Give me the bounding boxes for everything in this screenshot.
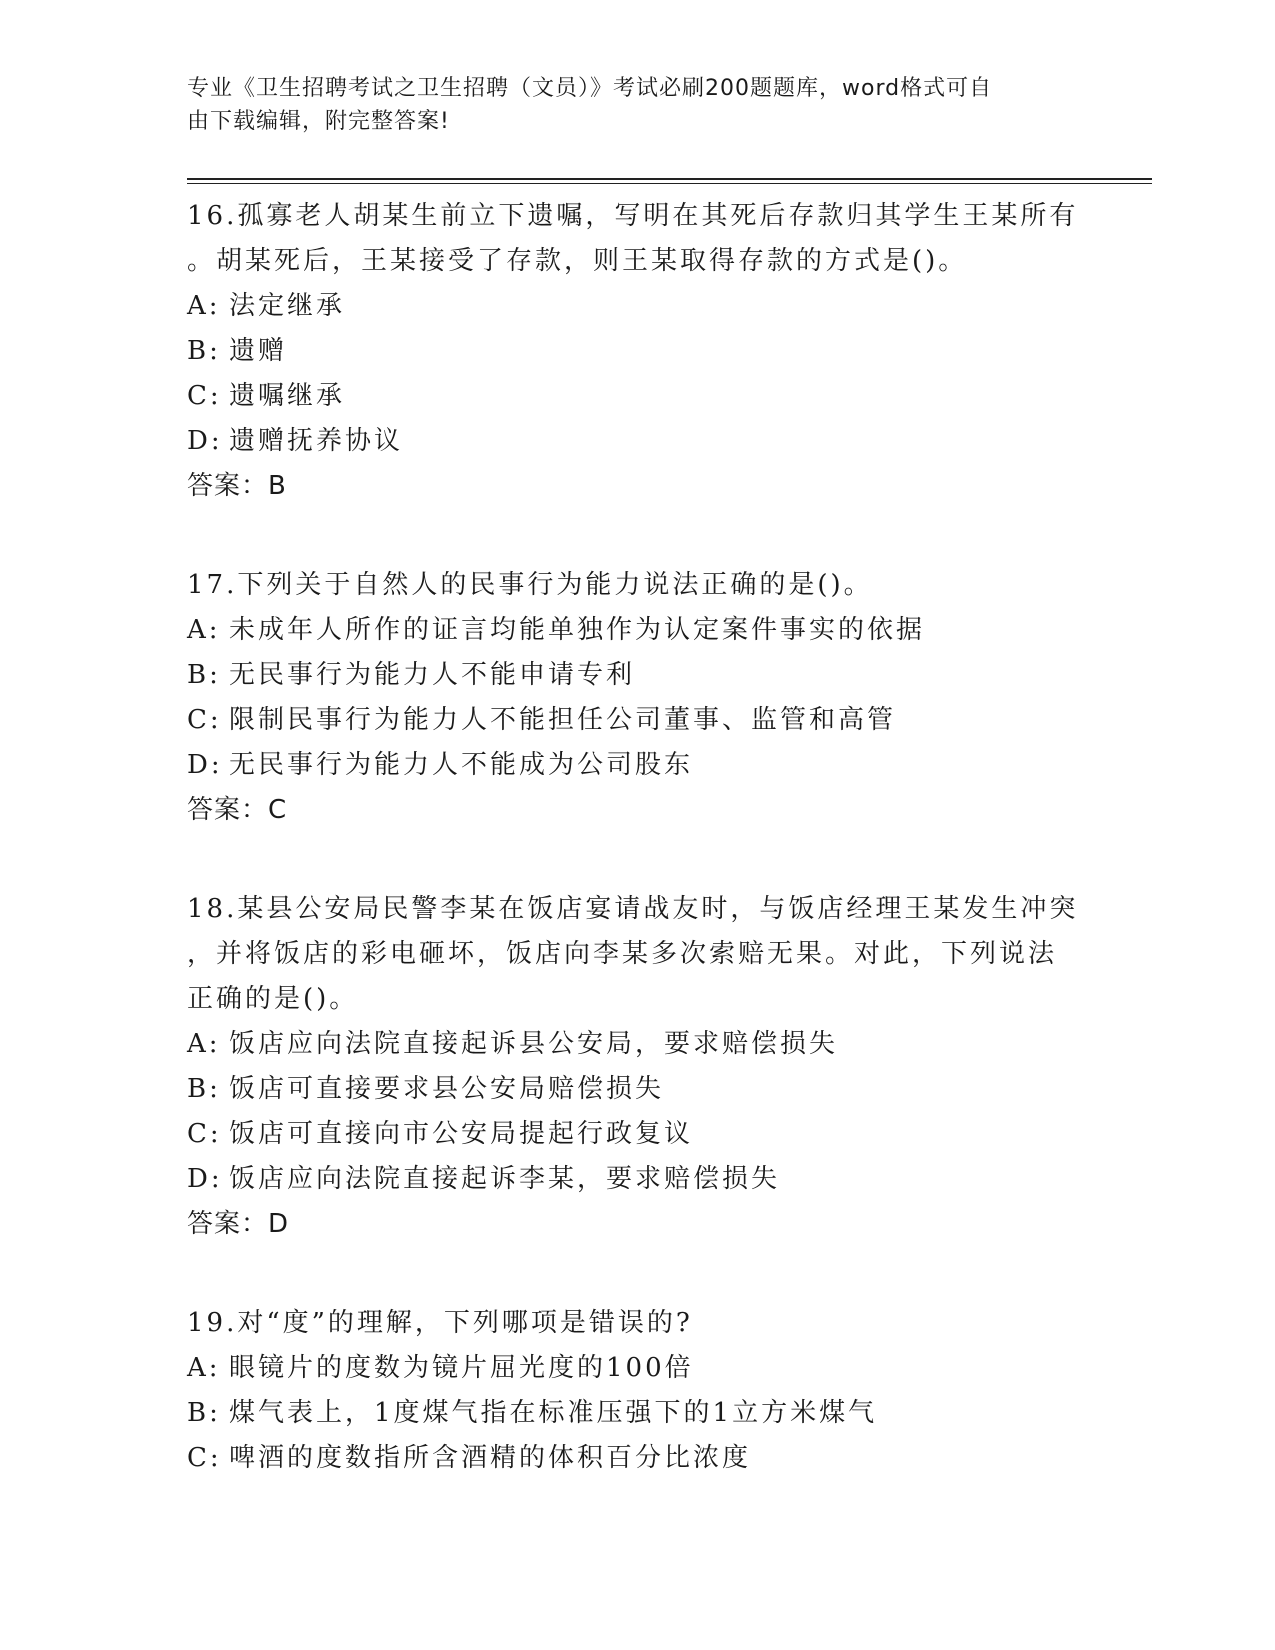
question-text-line: 19.对“度”的理解，下列哪项是错误的? <box>187 1308 693 1338</box>
option-d <box>187 743 1087 788</box>
option-text: 饭店应向法院直接起诉李某，要求赔偿损失 <box>229 1164 781 1194</box>
option-text: 饭店可直接向市公安局提起行政复议 <box>229 1119 694 1149</box>
question-18 <box>187 887 1087 1247</box>
option-key: B: <box>187 1398 221 1428</box>
option-a <box>187 284 1087 329</box>
option-text: 未成年人所作的证言均能单独作为认定案件事实的依据 <box>229 615 926 645</box>
question-text <box>187 1301 1087 1346</box>
option-key: C: <box>187 381 222 411</box>
option-key: B: <box>187 336 221 366</box>
option-key: C: <box>187 1443 222 1473</box>
option-key: C: <box>187 1119 222 1149</box>
question-text-line: 17.下列关于自然人的民事行为能力说法正确的是()。 <box>187 570 873 600</box>
option-key: D: <box>187 1164 223 1194</box>
header-divider-thin <box>187 183 1152 184</box>
option-key: A: <box>187 291 221 321</box>
option-b <box>187 1067 1087 1112</box>
option-text: 无民事行为能力人不能申请专利 <box>229 660 636 690</box>
question-16 <box>187 194 1087 509</box>
answer-line: 答案：C <box>187 795 288 825</box>
question-text <box>187 887 1087 1022</box>
question-19 <box>187 1301 1087 1481</box>
question-text-line: 16.孤寡老人胡某生前立下遗嘱，写明在其死后存款归其学生王某所有 <box>187 201 1079 231</box>
option-key: B: <box>187 660 221 690</box>
option-text: 眼镜片的度数为镜片屈光度的100倍 <box>229 1353 694 1383</box>
option-c <box>187 698 1087 743</box>
option-text: 煤气表上，1度煤气指在标准压强下的1立方米煤气 <box>229 1398 878 1428</box>
option-b <box>187 329 1087 374</box>
header-line-2: 由下载编辑，附完整答案! <box>187 109 450 134</box>
answer-line: 答案：D <box>187 1209 290 1239</box>
option-key: A: <box>187 1029 221 1059</box>
option-b <box>187 653 1087 698</box>
option-b <box>187 1391 1087 1436</box>
header-divider-thick <box>187 178 1152 180</box>
option-text: 饭店可直接要求县公安局赔偿损失 <box>229 1074 665 1104</box>
option-key: A: <box>187 615 221 645</box>
option-c <box>187 374 1087 419</box>
option-key: B: <box>187 1074 221 1104</box>
option-a <box>187 1022 1087 1067</box>
option-text: 啤酒的度数指所含酒精的体积百分比浓度 <box>229 1443 752 1473</box>
question-text <box>187 194 1087 284</box>
option-text: 遗赠抚养协议 <box>229 426 404 456</box>
option-a <box>187 1346 1087 1391</box>
option-key: C: <box>187 705 222 735</box>
option-a <box>187 608 1087 653</box>
option-text: 法定继承 <box>229 291 346 321</box>
question-text-line: ，并将饭店的彩电砸坏，饭店向李某多次索赔无果。对此，下列说法 <box>187 939 1058 969</box>
option-key: D: <box>187 426 223 456</box>
option-c <box>187 1112 1087 1157</box>
option-text: 饭店应向法院直接起诉县公安局，要求赔偿损失 <box>229 1029 839 1059</box>
option-c <box>187 1436 1087 1481</box>
question-17 <box>187 563 1087 833</box>
question-text <box>187 563 1087 608</box>
option-text: 无民事行为能力人不能成为公司股东 <box>229 750 694 780</box>
option-key: D: <box>187 750 223 780</box>
option-d <box>187 1157 1087 1202</box>
option-text: 遗赠 <box>229 336 288 366</box>
option-text: 遗嘱继承 <box>229 381 346 411</box>
question-list <box>187 186 1087 1481</box>
option-d <box>187 419 1087 464</box>
option-key: A: <box>187 1353 221 1383</box>
question-text-line: 18.某县公安局民警李某在饭店宴请战友时，与饭店经理王某发生冲突 <box>187 894 1079 924</box>
header-line-1: 专业《卫生招聘考试之卫生招聘（文员）》考试必刷200题题库，word格式可自 <box>187 76 993 101</box>
answer-line: 答案：B <box>187 471 287 501</box>
option-text: 限制民事行为能力人不能担任公司董事、监管和高管 <box>229 705 897 735</box>
question-text-line: 。胡某死后，王某接受了存款，则王某取得存款的方式是()。 <box>187 246 968 276</box>
question-text-line: 正确的是()。 <box>187 984 359 1014</box>
document-header <box>187 72 1087 138</box>
